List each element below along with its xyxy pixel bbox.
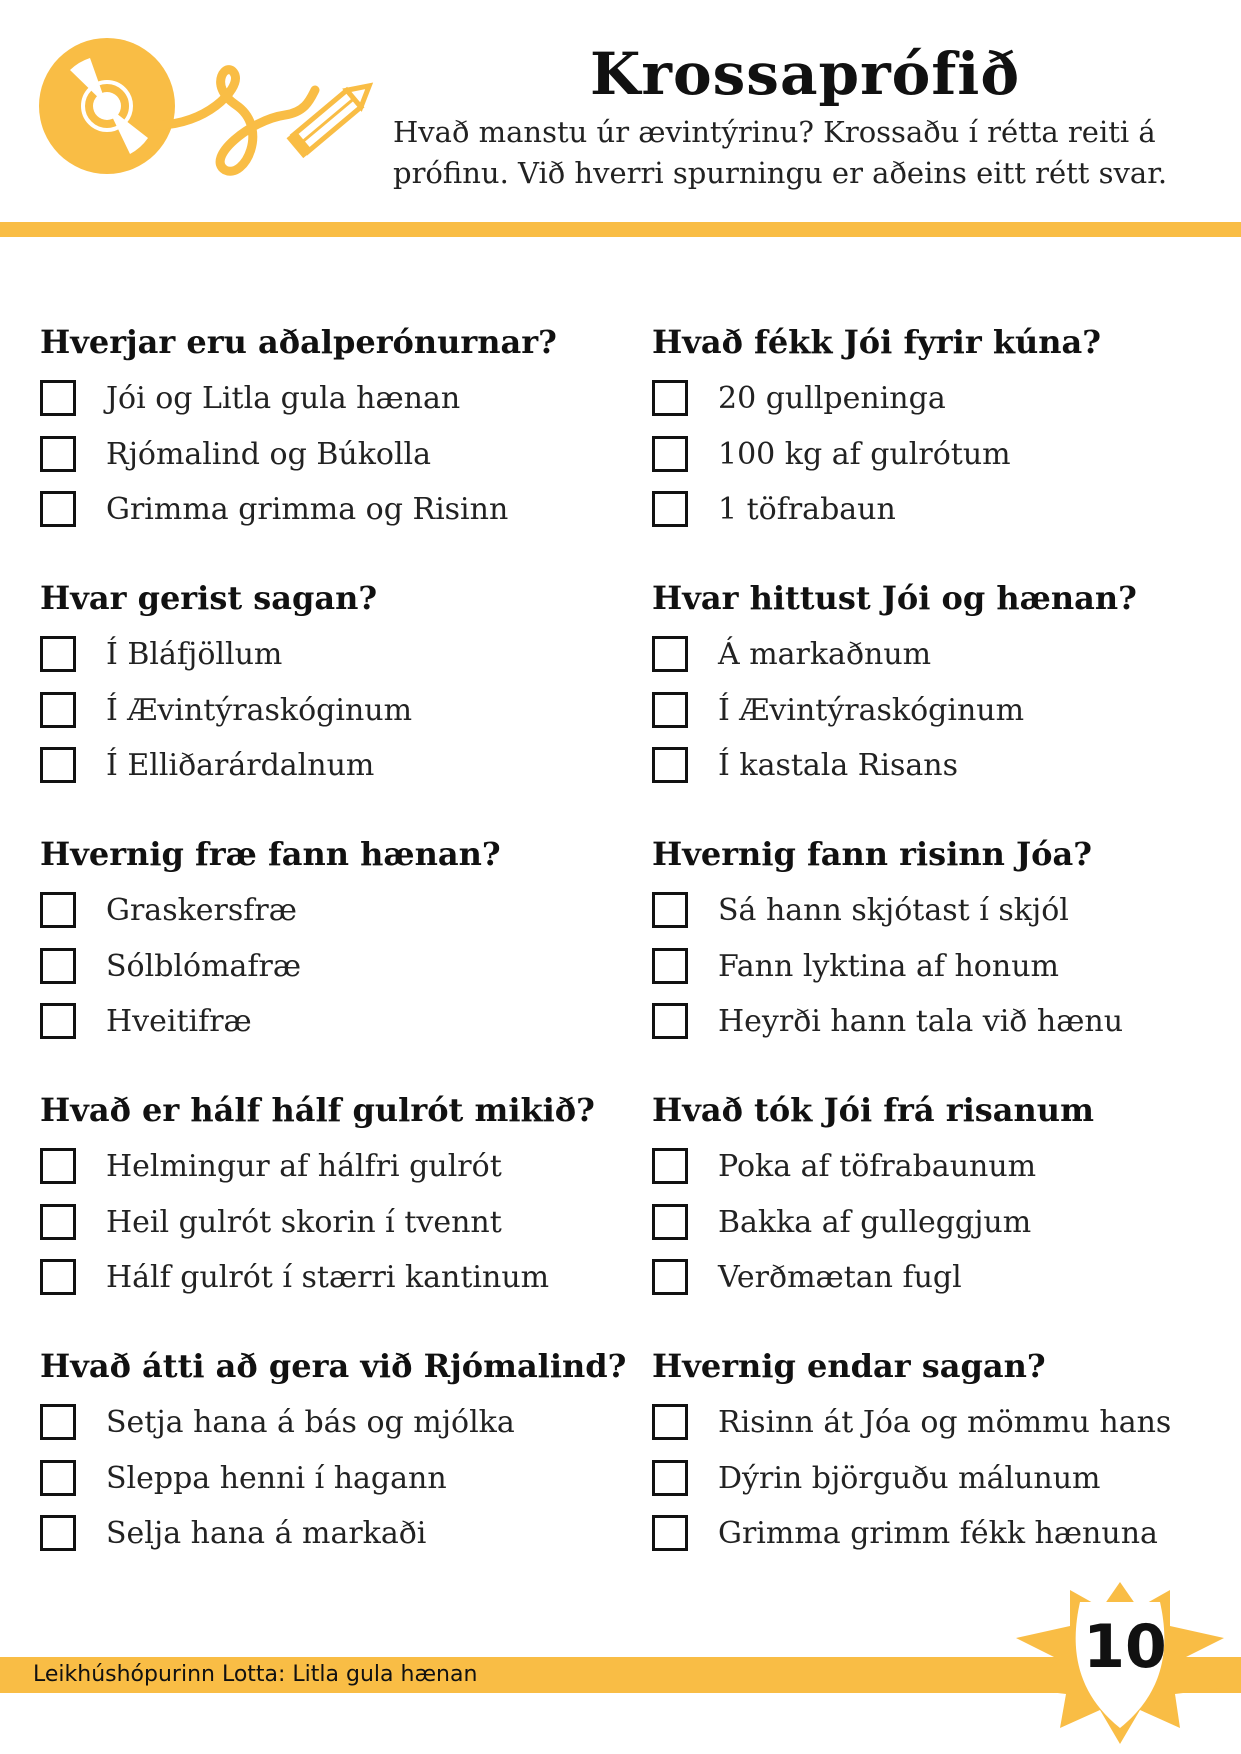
checkbox[interactable] <box>40 491 76 527</box>
question-title: Hvað er hálf hálf gulrót mikið? <box>40 1091 595 1129</box>
answer-option[interactable] <box>652 1394 1241 1450</box>
cd-pencil-logo-icon <box>30 30 390 205</box>
checkbox[interactable] <box>40 948 76 984</box>
answer-label: Í Ævintýraskóginum <box>106 692 413 728</box>
answer-label: Graskersfræ <box>106 892 297 928</box>
question-title: Hverjar eru aðalperónurnar? <box>40 323 557 361</box>
answer-option[interactable] <box>652 1250 1241 1304</box>
question-title: Hvernig fræ fann hænan? <box>40 835 501 873</box>
answer-label: Hveitifræ <box>106 1003 252 1039</box>
answer-label: Poka af töfrabaunum <box>718 1148 1037 1184</box>
question-block <box>40 1344 630 1600</box>
checkbox[interactable] <box>40 1460 76 1496</box>
answer-option[interactable] <box>40 1194 630 1250</box>
answer-option[interactable] <box>40 370 630 426</box>
page-title: Krossaprófið <box>590 40 1021 108</box>
answer-label: Verðmætan fugl <box>718 1259 962 1295</box>
answer-option[interactable] <box>40 1450 630 1506</box>
answer-option[interactable] <box>652 626 1241 682</box>
answer-option[interactable] <box>40 882 630 938</box>
intro-text <box>393 112 1213 194</box>
answer-label: Helmingur af hálfri gulrót <box>106 1148 502 1184</box>
answer-option[interactable] <box>40 1506 630 1560</box>
answer-label: 20 gullpeninga <box>718 380 946 416</box>
answer-option[interactable] <box>652 738 1241 792</box>
answer-option[interactable] <box>652 1194 1241 1250</box>
answer-label: Sólblómafræ <box>106 948 302 984</box>
answer-option[interactable] <box>652 938 1241 994</box>
answer-label: Grimma grimm fékk hænuna <box>718 1515 1158 1551</box>
question-block <box>40 576 630 832</box>
answer-label: Í kastala Risans <box>718 747 958 783</box>
answer-option[interactable] <box>652 426 1241 482</box>
answer-label: Grimma grimma og Risinn <box>106 491 509 527</box>
checkbox[interactable] <box>652 1460 688 1496</box>
answer-label: Bakka af gulleggjum <box>718 1204 1032 1240</box>
question-title: Hvar hittust Jói og hænan? <box>652 579 1137 617</box>
question-block <box>652 832 1241 1088</box>
checkbox[interactable] <box>40 1259 76 1295</box>
answer-label: Jói og Litla gula hænan <box>106 380 461 416</box>
answer-label: Í Ævintýraskóginum <box>718 692 1025 728</box>
answer-label: Sá hann skjótast í skjól <box>718 892 1069 928</box>
checkbox[interactable] <box>40 1204 76 1240</box>
answer-label: 1 töfrabaun <box>718 491 896 527</box>
question-title: Hvað fékk Jói fyrir kúna? <box>652 323 1101 361</box>
checkbox[interactable] <box>40 636 76 672</box>
checkbox[interactable] <box>40 1003 76 1039</box>
checkbox[interactable] <box>652 380 688 416</box>
intro-line-2: prófinu. Við hverri spurningu er aðeins eitt rétt svar. <box>393 156 1168 190</box>
checkbox[interactable] <box>652 1003 688 1039</box>
question-title: Hvernig endar sagan? <box>652 1347 1046 1385</box>
right-question-column <box>652 320 1241 1600</box>
footer-text: Leikhúshópurinn Lotta: Litla gula hænan <box>33 1662 478 1687</box>
checkbox[interactable] <box>652 1148 688 1184</box>
answer-option[interactable] <box>40 482 630 536</box>
question-block <box>652 320 1241 576</box>
answer-option[interactable] <box>652 682 1241 738</box>
checkbox[interactable] <box>652 1204 688 1240</box>
checkbox[interactable] <box>40 1404 76 1440</box>
left-question-column <box>40 320 630 1600</box>
checkbox[interactable] <box>652 636 688 672</box>
answer-option[interactable] <box>40 1138 630 1194</box>
checkbox[interactable] <box>40 1515 76 1551</box>
answer-label: Í Elliðarárdalnum <box>106 747 375 783</box>
answer-label: Á markaðnum <box>718 636 932 672</box>
answer-option[interactable] <box>40 682 630 738</box>
answer-option[interactable] <box>40 426 630 482</box>
answer-option[interactable] <box>652 1138 1241 1194</box>
answer-option[interactable] <box>652 1450 1241 1506</box>
answer-option[interactable] <box>652 882 1241 938</box>
question-title: Hvar gerist sagan? <box>40 579 378 617</box>
answer-option[interactable] <box>652 482 1241 536</box>
checkbox[interactable] <box>652 692 688 728</box>
answer-option[interactable] <box>652 370 1241 426</box>
question-block <box>652 576 1241 832</box>
question-block <box>652 1344 1241 1600</box>
checkbox[interactable] <box>652 1259 688 1295</box>
answer-option[interactable] <box>40 1394 630 1450</box>
checkbox[interactable] <box>652 892 688 928</box>
checkbox[interactable] <box>652 948 688 984</box>
question-block <box>652 1088 1241 1344</box>
checkbox[interactable] <box>652 747 688 783</box>
answer-option[interactable] <box>40 738 630 792</box>
answer-label: Dýrin björguðu málunum <box>718 1460 1101 1496</box>
checkbox[interactable] <box>40 692 76 728</box>
answer-label: Rjómalind og Búkolla <box>106 436 432 472</box>
header-divider <box>0 222 1241 237</box>
checkbox[interactable] <box>652 1404 688 1440</box>
question-title: Hvernig fann risinn Jóa? <box>652 835 1092 873</box>
answer-option[interactable] <box>40 1250 630 1304</box>
checkbox[interactable] <box>40 436 76 472</box>
answer-label: Setja hana á bás og mjólka <box>106 1404 515 1440</box>
answer-label: Selja hana á markaði <box>106 1515 427 1551</box>
answer-label: Sleppa henni í hagann <box>106 1460 447 1496</box>
question-title: Hvað tók Jói frá risanum <box>652 1091 1094 1129</box>
answer-label: 100 kg af gulrótum <box>718 436 1011 472</box>
answer-label: Í Bláfjöllum <box>106 636 283 672</box>
answer-option[interactable] <box>40 994 630 1048</box>
answer-label: Fann lyktina af honum <box>718 948 1059 984</box>
checkbox[interactable] <box>652 436 688 472</box>
answer-label: Heil gulrót skorin í tvennt <box>106 1204 502 1240</box>
checkbox[interactable] <box>652 491 688 527</box>
answer-label: Heyrði hann tala við hænu <box>718 1003 1124 1039</box>
answer-option[interactable] <box>40 938 630 994</box>
answer-label: Hálf gulrót í stærri kantinum <box>106 1259 550 1295</box>
question-block <box>40 832 630 1088</box>
page-number: 10 <box>1083 1612 1167 1682</box>
intro-line-1: Hvað manstu úr ævintýrinu? Krossaðu í rétta reiti á <box>393 115 1156 149</box>
answer-option[interactable] <box>652 994 1241 1048</box>
question-block <box>40 1088 630 1344</box>
answer-option[interactable] <box>40 626 630 682</box>
answer-label: Risinn át Jóa og mömmu hans <box>718 1404 1172 1440</box>
checkbox[interactable] <box>40 892 76 928</box>
question-block <box>40 320 630 576</box>
checkbox[interactable] <box>40 380 76 416</box>
checkbox[interactable] <box>652 1515 688 1551</box>
answer-option[interactable] <box>652 1506 1241 1560</box>
question-title: Hvað átti að gera við Rjómalind? <box>40 1347 627 1385</box>
checkbox[interactable] <box>40 1148 76 1184</box>
checkbox[interactable] <box>40 747 76 783</box>
